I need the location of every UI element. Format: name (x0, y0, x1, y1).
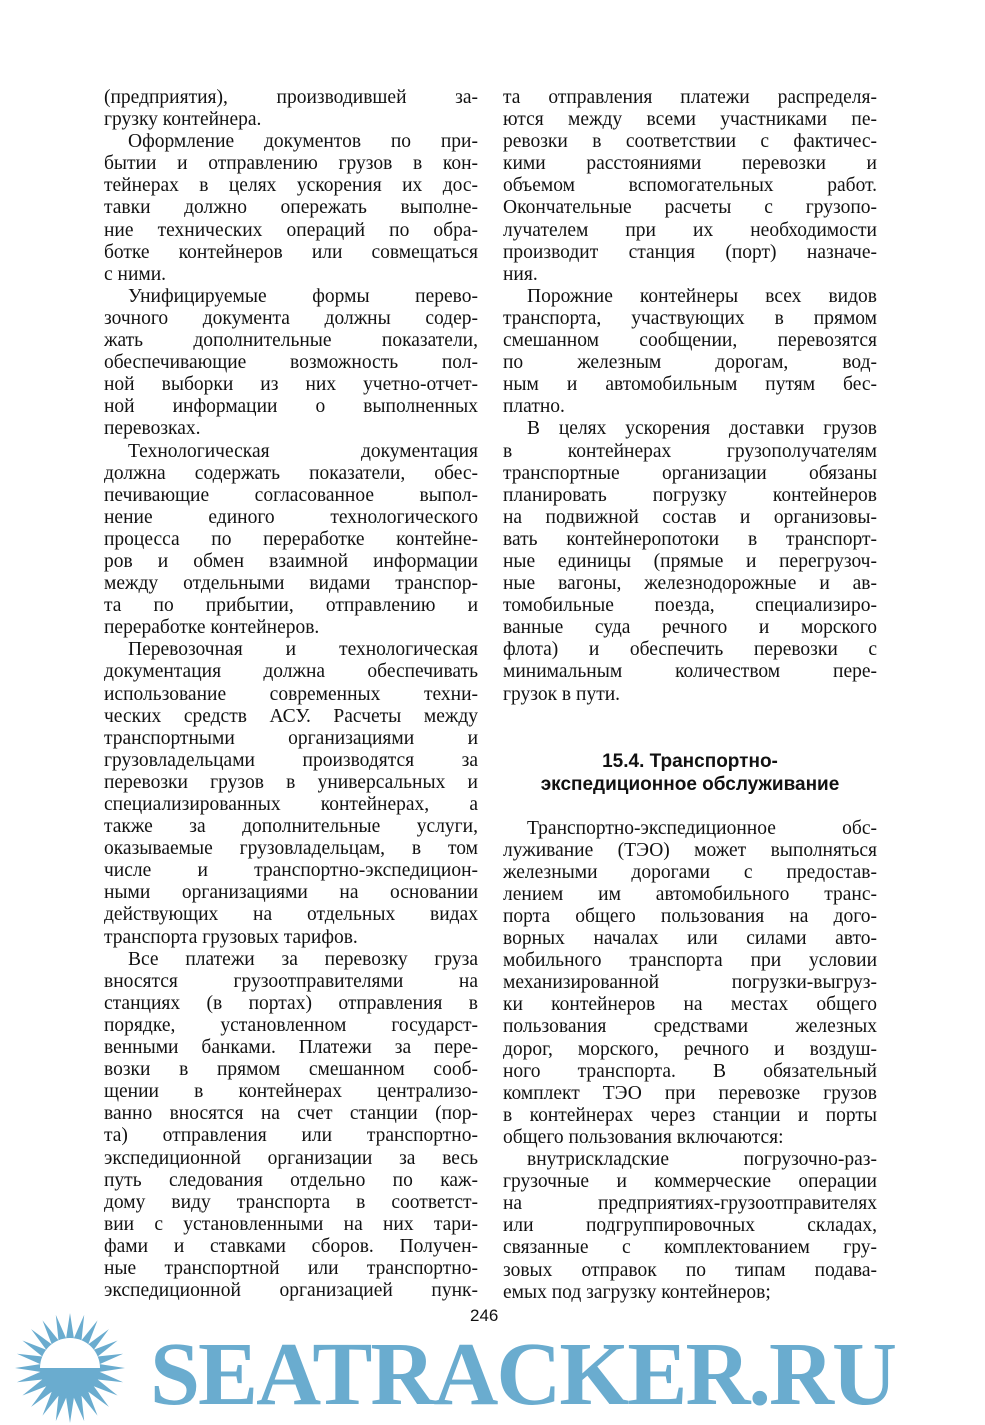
text-line: грузку контейнера. (104, 109, 262, 131)
text-line: Технологическая документация (128, 440, 478, 462)
right-column-top (503, 87, 877, 706)
text-line: транспортные организации обязаны (503, 462, 877, 484)
page-number: 246 (470, 1306, 499, 1325)
paragraph (104, 87, 478, 131)
text-line: ние технических операций по обра- (104, 219, 478, 241)
text-line: с ними. (104, 263, 167, 285)
text-line: та отправления платежи распределя- (503, 87, 877, 108)
text-line: Все платежи за перевозку груза (128, 948, 478, 970)
text-line: Перевозочная и технологическая (128, 639, 478, 661)
text-line: В целях ускорения доставки грузов (527, 418, 877, 440)
paragraph (104, 441, 478, 640)
text-line: ные транспортной или транспортно- (104, 1257, 478, 1279)
text-line: железными дорогами с предостав- (503, 861, 877, 883)
text-line: числе и транспортно-экспедицион- (104, 860, 478, 882)
text-line: общего пользования включаются: (503, 1126, 784, 1148)
text-line: тейнерах в целях ускорения их дос- (104, 175, 478, 197)
text-line: документация должна обеспечивать (104, 661, 478, 683)
text-line: флота) и обеспечить перевозки с (503, 639, 877, 661)
text-line: перевозки грузов в универсальных и (104, 771, 478, 793)
paragraph (104, 949, 478, 1303)
text-line: порта общего пользования на дого- (503, 906, 877, 927)
text-line: минимальным количеством пере- (503, 661, 877, 683)
text-line: ются между всеми участниками пе- (503, 109, 877, 131)
text-line: нение единого технологического (104, 506, 478, 528)
text-line: Транспортно-экспедиционное обс- (527, 817, 877, 839)
text-line: переработке контейнеров. (104, 617, 320, 639)
section-heading-line: экспедиционное обслуживание (540, 773, 840, 795)
text-line: венными банками. Платежи за пере- (104, 1037, 478, 1059)
text-line: смешанном сообщении, перевозятся (503, 330, 877, 352)
text-line: ческих средств АСУ. Расчеты между (104, 705, 478, 727)
text-line: механизированной погрузки-выгруз- (503, 972, 877, 994)
paragraph (503, 418, 877, 705)
text-line: ревозки в соответствии с фактичес- (503, 131, 877, 153)
text-line: дому виду транспорта в соответст- (104, 1191, 478, 1213)
text-line: Оформление документов по при- (128, 131, 478, 153)
text-line: грузовладельцами производятся за (104, 749, 478, 771)
text-line: на предприятиях-грузоотправителях (503, 1193, 877, 1215)
text-line: специализированных контейнерах, а (104, 794, 478, 815)
text-line: фами и ставками сборов. Получен- (104, 1235, 478, 1257)
text-line: перевозках. (104, 418, 201, 440)
text-line: производит станция (порт) назначе- (503, 241, 877, 263)
text-line: грузочные и коммерческие операции (503, 1171, 877, 1193)
text-line: ные единицы (прямые и перегрузоч- (503, 550, 877, 572)
text-line: (предприятия), производившей за- (104, 87, 478, 108)
section-heading-line: 15.4. Транспортно- (602, 750, 778, 772)
text-line: зовых отправок по типам подава- (503, 1259, 877, 1281)
right-column (503, 87, 877, 1304)
text-line: жать дополнительные показатели, (104, 330, 478, 352)
watermark-text: SEATRACKER.RU (150, 1325, 895, 1424)
text-line: порядке, установленном государст- (104, 1014, 478, 1036)
text-line: кими расстояниями перевозки и (503, 153, 877, 175)
text-line: Порожние контейнеры всех видов (527, 285, 877, 307)
text-line: лением им автомобильного транс- (503, 883, 877, 905)
text-line: пользования средствами железных (503, 1016, 877, 1038)
text-line: экспедиционной организации за весь (104, 1147, 478, 1169)
text-line: внутрискладские погрузочно-раз- (527, 1149, 877, 1171)
text-line: обеспечивающие возможность пол- (104, 352, 478, 374)
text-line: транспортными организациями и (104, 727, 478, 749)
text-line: планировать погрузку контейнеров (503, 484, 877, 506)
text-line: емых под загрузку контейнеров; (503, 1281, 771, 1303)
text-line: транспорта, участвующих в прямом (503, 307, 877, 329)
text-line: должна содержать показатели, обес- (104, 462, 478, 484)
paragraph (503, 1149, 877, 1304)
text-line: в контейнерах грузополучателям (503, 440, 877, 462)
text-line: печивающие согласованное выпол- (104, 484, 478, 506)
text-line: ния. (503, 263, 538, 285)
text-line: томобильные поезда, специализиро- (503, 595, 877, 617)
text-line: использование современных техни- (104, 683, 478, 705)
text-line: бытии и отправлению грузов в кон- (104, 153, 478, 175)
text-line: платно. (503, 396, 565, 418)
text-line: ванно вносятся на счет станции (пор- (104, 1103, 478, 1125)
text-line: на подвижной состав и организовы- (503, 506, 877, 528)
text-line: Унифицируемые формы перево- (128, 285, 478, 307)
text-line: в контейнерах через станции и порты (503, 1104, 877, 1126)
text-line: станциях (в портах) отправления в (104, 992, 478, 1014)
text-line: ванные суда речного и морского (503, 617, 877, 639)
right-column-bottom (503, 818, 877, 1304)
text-line: вии с установленными на них тари- (104, 1213, 478, 1235)
text-line: путь следования отдельно по каж- (104, 1169, 478, 1191)
paragraph (503, 818, 877, 1149)
text-line: лучателем при их необходимости (503, 219, 877, 241)
paragraph (104, 639, 478, 948)
text-line: ными организациями на основании (104, 882, 478, 904)
text-line: ной выборки из них учетно-отчет- (104, 374, 478, 396)
text-line: возки в прямом смешанном сооб- (104, 1059, 478, 1081)
text-line: объемом вспомогательных работ. (503, 175, 877, 197)
text-line: по железным дорогам, вод- (503, 352, 877, 374)
text-line: процесса по переработке контейне- (104, 528, 478, 550)
text-line: вносятся грузоотправителями на (104, 970, 478, 992)
text-line: тавки должно опережать выполне- (104, 197, 478, 219)
paragraph (503, 87, 877, 286)
text-line: комплект ТЭО при перевозке грузов (503, 1082, 877, 1104)
text-line: та по прибытии, отправлению и (104, 595, 478, 617)
text-line: дорог, морского, речного и воздуш- (503, 1038, 877, 1060)
text-line: Окончательные расчеты с грузопо- (503, 197, 877, 219)
text-line: ки контейнеров на местах общего (503, 994, 877, 1016)
text-line: ные вагоны, железнодорожные и ав- (503, 573, 877, 595)
text-line: грузок в пути. (503, 683, 621, 705)
text-line: луживание (ТЭО) может выполняться (503, 839, 877, 861)
watermark-sun-logo (0, 1310, 150, 1425)
left-column (104, 87, 478, 1302)
text-line: или подгруппировочных складах, (503, 1215, 877, 1237)
text-line: экспедиционной организацией пунк- (104, 1280, 478, 1302)
text-line: ным и автомобильным путям бес- (503, 374, 877, 396)
section-heading (503, 750, 877, 796)
text-line: оказываемые грузовладельцам, в том (104, 838, 478, 860)
text-line: щении в контейнерах централизо- (104, 1081, 478, 1103)
text-line: также за дополнительные услуги, (104, 816, 478, 838)
text-line: ворных началах или силами авто- (503, 928, 877, 950)
paragraph (104, 131, 478, 286)
text-line: та) отправления или транспортно- (104, 1125, 478, 1147)
text-line: ботке контейнеров или совмещаться (104, 241, 478, 263)
text-line: связанные с комплектованием гру- (503, 1237, 877, 1259)
text-line: действующих на отдельных видах (104, 904, 478, 926)
text-line: между отдельными видами транспор- (104, 573, 478, 595)
text-line: мобильного транспорта при условии (503, 950, 877, 972)
text-line: вать контейнеропотоки в транспорт- (503, 528, 877, 550)
text-line: ного транспорта. В обязательный (503, 1060, 877, 1082)
text-line: зочного документа должны содер- (104, 307, 478, 329)
text-line: ров и обмен взаимной информации (104, 550, 478, 572)
paragraph (503, 286, 877, 419)
text-line: ной информации о выполненных (104, 396, 478, 418)
text-line: транспорта грузовых тарифов. (104, 926, 358, 948)
paragraph (104, 286, 478, 441)
